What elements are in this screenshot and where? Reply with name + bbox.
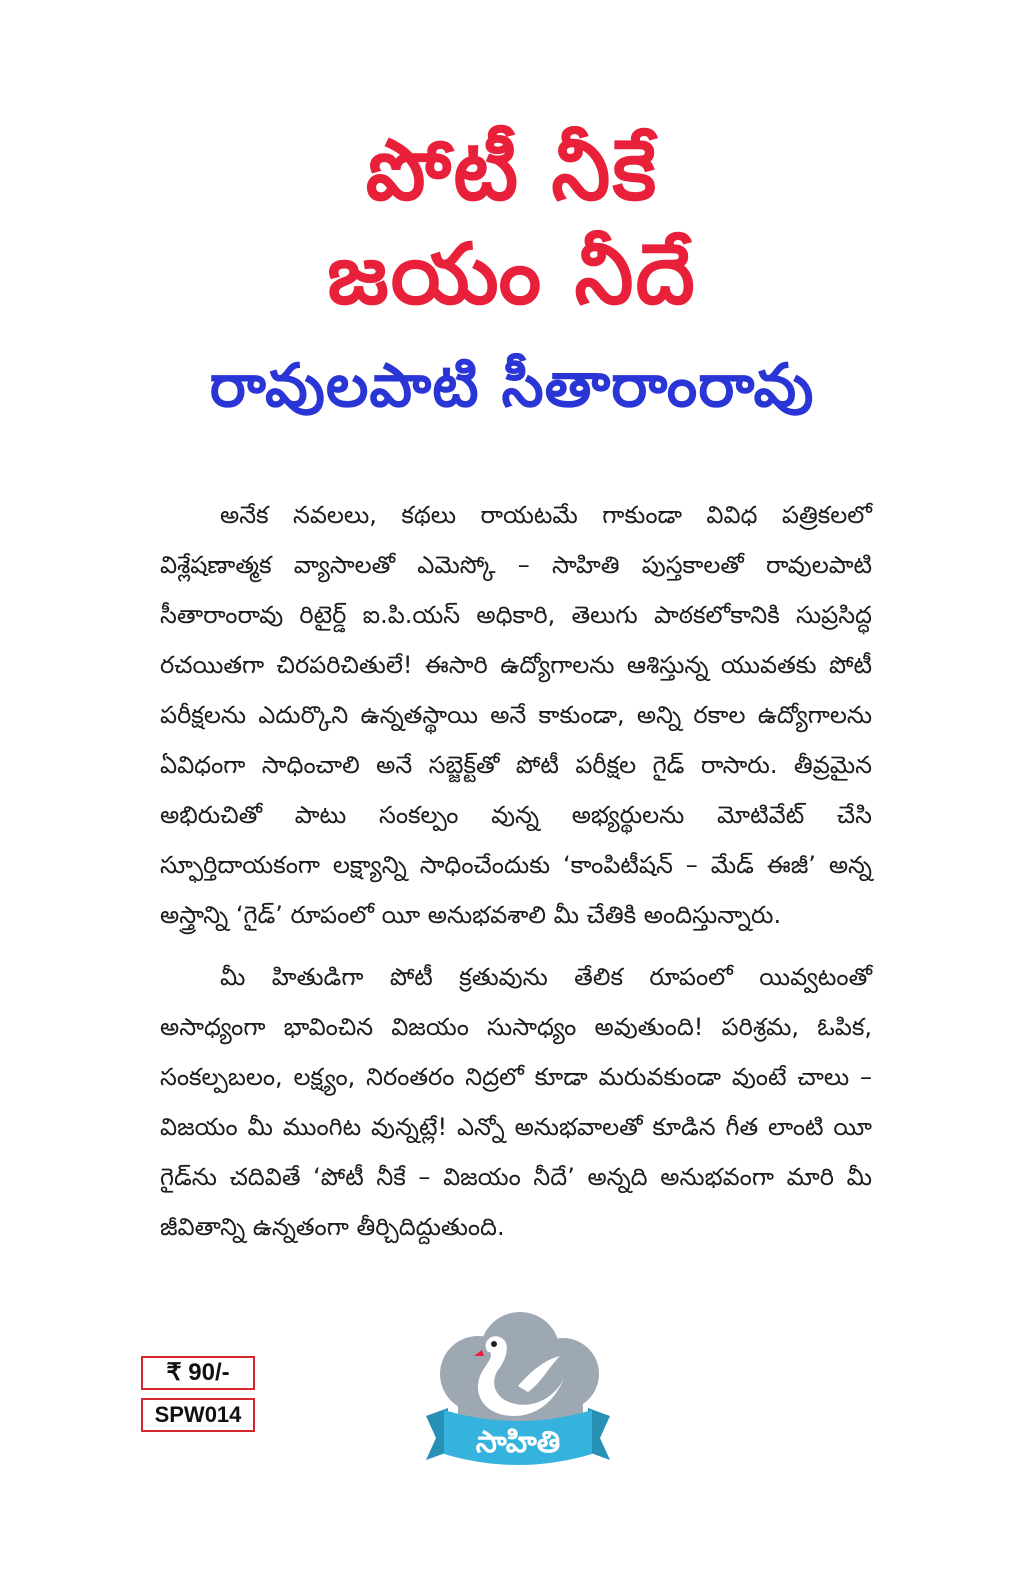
description-paragraph-1: అనేక నవలలు, కథలు రాయటమే గాకుండా వివిధ పత్రికలలో విశ్లేషణాత్మక వ్యాసాలతో ఎమెస్కో – సాహితి పుస్తకాలతో రావులపాటి సీతారాంరావు రిటైర్డ్ ఐ.పి.యస్ అధికారి, తెలుగు పాఠకలోకానికి సుప్రసిద్ధ రచయితగా చిరపరిచితులే! ఈసారి ఉద్యోగాలను ఆశిస్తున్న యువతకు పోటీ పరీక్షలను ఎదుర్కొని ఉన్నతస్థాయి అనే కాకుండా, అన్ని రకాల ఉద్యోగాలను ఏవిధంగా సాధించాలి అనే సబ్జెక్ట్‌తో పోటీ పరీక్షల గైడ్ రాసారు. తీవ్రమైన అభిరుచితో పాటు సంకల్పం వున్న అభ్యర్థులను మోటివేట్ చేసి స్ఫూర్తిదాయకంగా లక్ష్యాన్ని సాధించేందుకు ‘కాంపిటీషన్ – మేడ్ ఈజీ’ అన్న అస్త్రాన్ని ‘గైడ్’ రూపంలో యీ అనుభవశాలి మీ చేతికి అందిస్తున్నారు. xyxy=(160,501,872,929)
author-name: రావులపాటి సీతారాంరావు xyxy=(209,351,815,421)
title-line-2: జయం నీదే xyxy=(327,225,697,323)
book-code-label: SPW014 xyxy=(141,1398,255,1432)
title-line-1: పోటీ నీకే xyxy=(365,121,659,219)
book-description xyxy=(160,490,872,1264)
price-label: ₹ 90/- xyxy=(141,1356,255,1390)
publisher-name: సాహితి xyxy=(475,1425,561,1460)
book-title xyxy=(0,118,1024,326)
description-paragraph-2: మీ హితుడిగా పోటీ క్రతువును తేలిక రూపంలో యివ్వటంతో అసాధ్యంగా భావించిన విజయం సుసాధ్యం అవుతుంది! పరిశ్రమ, ఓపిక, సంకల్పబలం, లక్ష్యం, నిరంతరం నిద్రలో కూడా మరువకుండా వుంటే చాలు – విజయం మీ ముంగిట వున్నట్లే! ఎన్నో అనుభవాలతో కూడిన గీత లాంటి యీ గైడ్‌ను చదివితే ‘పోటీ నీకే – విజయం నీదే’ అన్నది అనుభవంగా మారి మీ జీవితాన్ని ఉన్నతంగా తీర్చిదిద్దుతుంది. xyxy=(160,963,872,1241)
publisher-logo xyxy=(418,1312,618,1472)
